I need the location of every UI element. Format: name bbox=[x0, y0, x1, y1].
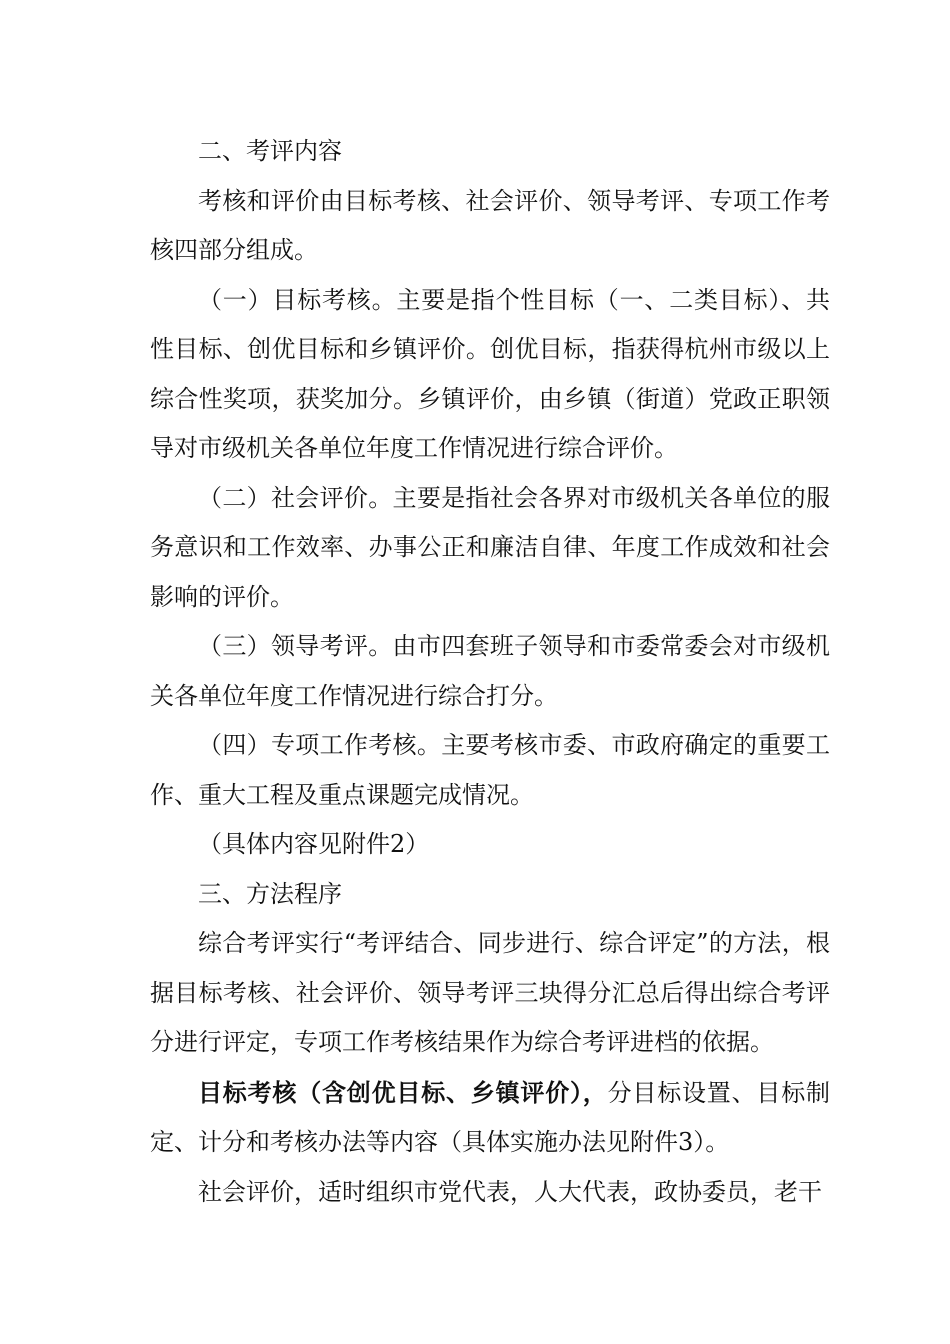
section3-heading: 三、方法程序 bbox=[198, 879, 342, 908]
item3-paragraph: （三）领导考评。由市四套班子领导和市委常委会对市级机关各单位年度工作情况进行综合打分。 bbox=[150, 632, 830, 710]
target-assessment-paragraph bbox=[150, 1068, 830, 1168]
item2-paragraph: （二）社会评价。主要是指社会各界对市级机关各单位的服务意识和工作效率、办事公正和廉洁自律、年度工作成效和社会影响的评价。 bbox=[150, 483, 830, 611]
item4-paragraph: （四）专项工作考核。主要考核市委、市政府确定的重要工作、重大工程及重点课题完成情况。 bbox=[150, 731, 830, 809]
target-assessment-text: 分目标设置、目标制定、计分和考核办法等内容（具体实施办法见附件3）。 bbox=[150, 1078, 831, 1156]
attachment-note: （具体内容见附件2） bbox=[198, 830, 430, 858]
section2-intro-paragraph: 考核和评价由目标考核、社会评价、领导考评、专项工作考核四部分组成。 bbox=[150, 186, 830, 264]
target-assessment-lead: 目标考核（含创优目标、乡镇评价）， bbox=[198, 1077, 608, 1107]
document-body bbox=[150, 127, 830, 1217]
section2-heading: 二、考评内容 bbox=[198, 137, 342, 165]
section3-intro-paragraph: 综合考评实行“考评结合、同步进行、综合评定”的方法，根据目标考核、社会评价、领导考评三块得分汇总后得出综合考评分进行评定，专项工作考核结果作为综合考评进档的依据。 bbox=[150, 929, 830, 1056]
social-evaluation-paragraph: 社会评价，适时组织市党代表，人大代表，政协委员，老干 bbox=[198, 1177, 822, 1206]
item1-paragraph: （一）目标考核。主要是指个性目标（一、二类目标）、共性目标、创优目标和乡镇评价。创优目标，指获得杭州市级以上综合性奖项，获奖加分。乡镇评价，由乡镇（街道）党政正职领导对市级机关各单位年度工作情况进行综合评价。 bbox=[150, 285, 830, 462]
